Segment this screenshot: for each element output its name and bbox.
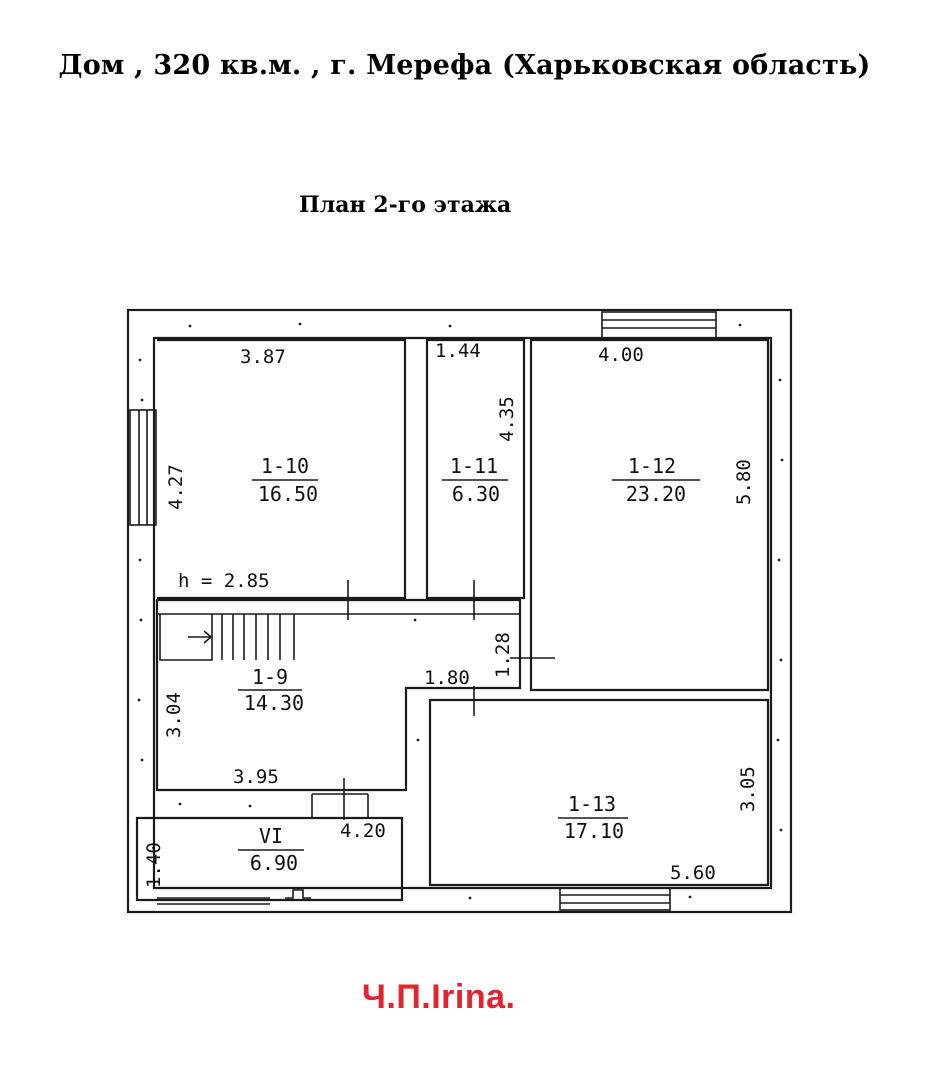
svg-text:1-9: 1-9 bbox=[251, 665, 289, 689]
dim-1-80: 1.80 bbox=[424, 667, 470, 689]
svg-text:17.10: 17.10 bbox=[563, 819, 625, 843]
svg-text:23.20: 23.20 bbox=[625, 482, 687, 506]
window-bottom-right bbox=[560, 888, 670, 910]
dim-3-04: 3.04 bbox=[163, 692, 185, 738]
watermark-text: Ч.П.Irina. bbox=[362, 978, 516, 1016]
dim-3-05: 3.05 bbox=[737, 766, 759, 812]
stairs bbox=[160, 614, 294, 660]
svg-text:6.30: 6.30 bbox=[451, 482, 501, 506]
dim-1-40: 1.40 bbox=[143, 842, 165, 888]
room-1-12-wall bbox=[531, 340, 768, 690]
svg-text:16.50: 16.50 bbox=[257, 482, 319, 506]
window-left bbox=[130, 410, 156, 525]
svg-text:14.30: 14.30 bbox=[243, 691, 305, 715]
svg-text:1-13: 1-13 bbox=[567, 792, 617, 816]
room-label-1-10 bbox=[252, 454, 318, 506]
svg-text:1-11: 1-11 bbox=[449, 454, 499, 478]
ceiling-height: h = 2.85 bbox=[178, 570, 270, 592]
dim-4-27: 4.27 bbox=[165, 464, 187, 510]
room-label-1-9 bbox=[238, 665, 304, 715]
room-label-1-11 bbox=[442, 454, 508, 506]
outer-wall-inner bbox=[154, 338, 771, 888]
svg-text:6.90: 6.90 bbox=[249, 851, 299, 875]
plan-subtitle: План 2-го этажа bbox=[299, 192, 512, 218]
dim-4-00: 4.00 bbox=[598, 344, 644, 366]
dim-4-20: 4.20 bbox=[340, 820, 386, 842]
page-title: Дом , 320 кв.м. , г. Мерефа (Харьковская область) bbox=[58, 50, 871, 81]
dim-3-95: 3.95 bbox=[233, 766, 279, 788]
room-label-vi bbox=[238, 824, 304, 875]
wall-hatching bbox=[138, 323, 784, 900]
room-label-1-13 bbox=[558, 792, 628, 843]
svg-text:1-10: 1-10 bbox=[260, 454, 310, 478]
dim-4-35: 4.35 bbox=[496, 396, 518, 442]
window-top bbox=[602, 312, 716, 338]
svg-text:1-12: 1-12 bbox=[627, 454, 677, 478]
svg-text:VI: VI bbox=[258, 824, 284, 848]
dim-5-80: 5.80 bbox=[733, 459, 755, 505]
dim-1-28: 1.28 bbox=[492, 632, 514, 678]
room-label-1-12 bbox=[612, 454, 700, 506]
dim-5-60: 5.60 bbox=[670, 862, 716, 884]
dim-3-87: 3.87 bbox=[240, 346, 286, 368]
window-bottom-left bbox=[157, 890, 311, 904]
outer-wall-outer bbox=[128, 310, 791, 912]
dim-1-44: 1.44 bbox=[435, 340, 481, 362]
